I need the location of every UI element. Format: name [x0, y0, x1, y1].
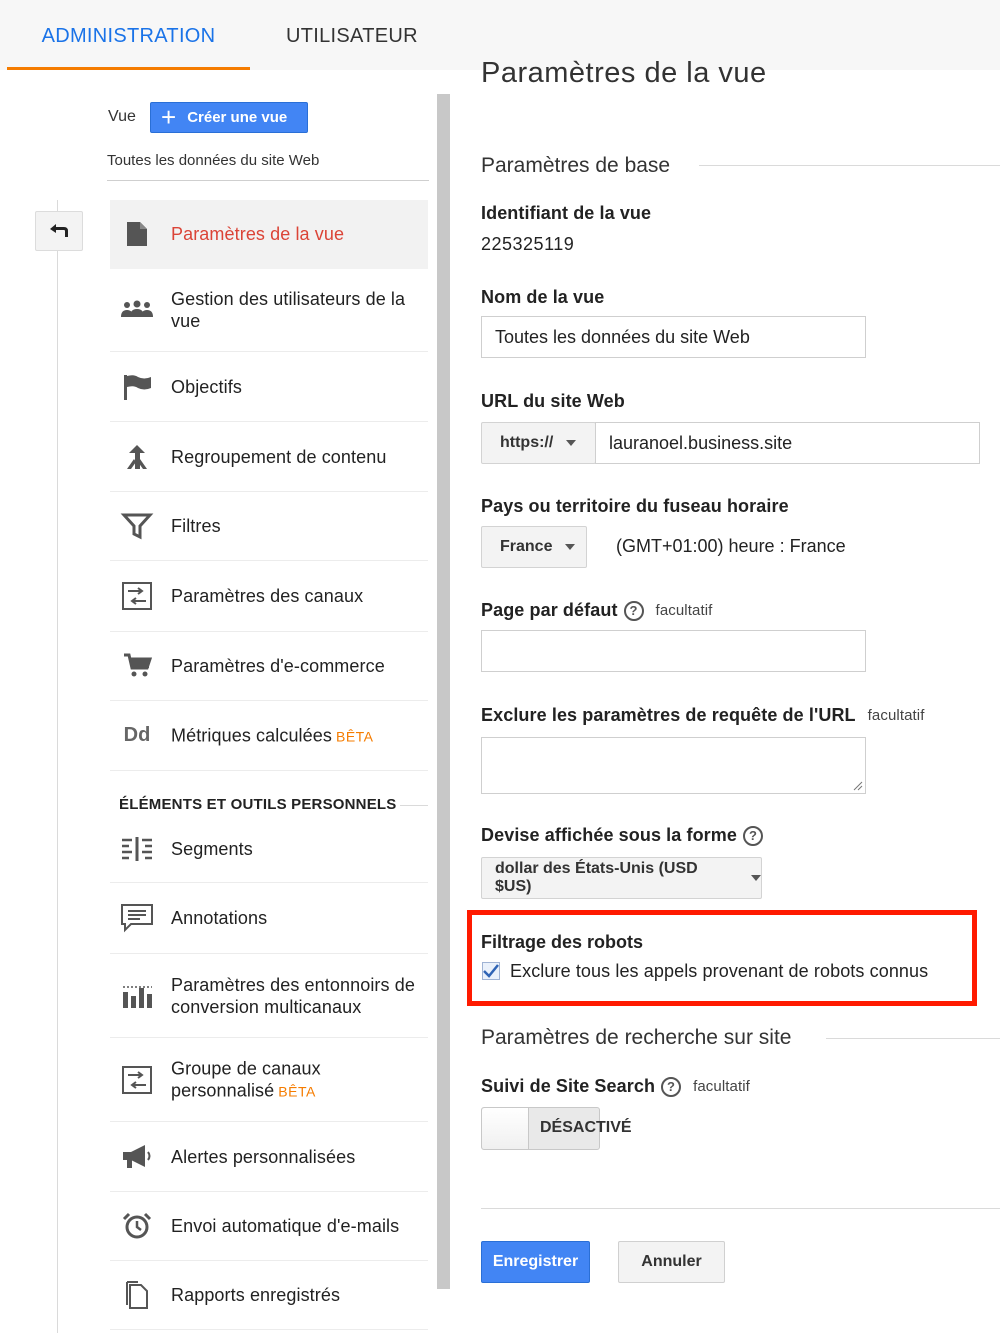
sidebar-item-label: Envoi automatique d'e-mails: [171, 1216, 400, 1236]
view-label: Vue: [108, 108, 136, 125]
sidebar-item-calculated-metrics[interactable]: [110, 701, 428, 771]
sidebar-item-label: Alertes personnalisées: [171, 1146, 356, 1167]
sidebar-item-text: Groupe de canaux personnalisé: [171, 1058, 321, 1100]
help-icon[interactable]: ?: [661, 1077, 681, 1097]
sidebar-item-text: Métriques calculées: [171, 725, 332, 745]
website-url-input[interactable]: lauranoel.business.site: [595, 422, 980, 464]
sidebar-item-label: Paramètres des canaux: [171, 586, 364, 606]
sidebar-item-label: Segments: [171, 838, 253, 859]
bot-filter-checkbox[interactable]: [482, 962, 500, 980]
admin-sidebar: [0, 70, 452, 1333]
view-name-input[interactable]: Toutes les données du site Web: [481, 316, 866, 358]
sidebar-item-goals[interactable]: [110, 352, 428, 422]
beta-badge: BÊTA: [335, 728, 374, 744]
sidebar-item-content-grouping[interactable]: [110, 422, 428, 492]
sidebar-item-label: Filtres: [171, 516, 221, 536]
sidebar-item-label: Paramètres des entonnoirs de conversion multicanaux: [171, 974, 415, 1017]
site-search-heading: Paramètres de recherche sur site: [481, 1026, 792, 1049]
site-search-label: [481, 1076, 750, 1097]
timezone-label: Pays ou territoire du fuseau horaire: [481, 496, 789, 516]
section-title-text: ÉLÉMENTS ET OUTILS PERSONNELS: [119, 796, 397, 813]
annotations-icon: [120, 903, 154, 933]
sidebar-item-view-settings[interactable]: [110, 200, 428, 269]
back-button[interactable]: [35, 211, 83, 251]
channel-settings-icon: [120, 581, 154, 611]
site-search-label-text: Suivi de Site Search: [481, 1076, 656, 1096]
optional-label: facultatif: [693, 1078, 750, 1095]
sidebar-nav: [110, 200, 428, 1330]
sidebar-item-ecommerce-settings[interactable]: [110, 632, 428, 701]
country-value: France: [500, 538, 553, 555]
bot-filter-label: Filtrage des robots: [481, 932, 644, 952]
help-icon[interactable]: ?: [743, 826, 763, 846]
sidebar-item-label: Objectifs: [171, 376, 242, 397]
view-id-value: 225325119: [481, 234, 575, 254]
users-icon: [120, 295, 154, 325]
country-dropdown[interactable]: [481, 526, 587, 568]
resize-grip-icon[interactable]: [853, 781, 863, 791]
currency-label: [481, 825, 763, 846]
section-divider: [699, 165, 1000, 166]
plus-icon: +: [161, 101, 177, 132]
default-page-label-text: Page par défaut: [481, 600, 618, 620]
save-button[interactable]: Enregistrer: [481, 1241, 590, 1283]
sidebar-item-label: Gestion des utilisateurs de la vue: [171, 289, 406, 331]
view-selector[interactable]: Toutes les données du site Web: [107, 152, 429, 181]
cancel-button[interactable]: Annuler: [618, 1241, 725, 1283]
flag-icon: [120, 372, 154, 402]
protocol-value: https://: [500, 434, 554, 451]
document-icon: [120, 219, 154, 249]
default-page-input[interactable]: [481, 630, 866, 672]
content-grouping-icon: [120, 442, 154, 472]
segments-icon: [120, 834, 154, 864]
sidebar-item-filters[interactable]: [110, 492, 428, 561]
website-url-label: URL du site Web: [481, 391, 625, 411]
create-view-button[interactable]: [150, 102, 308, 133]
sidebar-item-channel-settings[interactable]: [110, 561, 428, 632]
chevron-down-icon: [565, 544, 575, 550]
sidebar-item-custom-channel-group[interactable]: [110, 1038, 428, 1122]
page-title: [481, 57, 767, 104]
section-divider: [826, 1038, 1000, 1039]
checkmark-icon: [483, 964, 499, 978]
timezone-value: (GMT+01:00) heure : France: [616, 536, 846, 556]
protocol-dropdown[interactable]: [481, 422, 596, 464]
exclude-params-label: [481, 705, 925, 726]
megaphone-icon: [120, 1142, 154, 1172]
rail-line: [57, 200, 58, 1333]
sidebar-item-saved-reports[interactable]: [110, 1261, 428, 1330]
default-page-label: [481, 600, 712, 621]
help-icon[interactable]: ?: [624, 601, 644, 621]
funnel-chart-icon: [120, 981, 154, 1011]
bot-filter-highlight-box: [467, 910, 977, 1006]
sidebar-item-label: [171, 1057, 422, 1102]
beta-badge: BÊTA: [278, 1083, 316, 1099]
toggle-knob[interactable]: [482, 1108, 529, 1149]
basic-settings-heading: Paramètres de base: [481, 154, 671, 177]
tab-administration[interactable]: ADMINISTRATION: [7, 0, 250, 70]
site-search-toggle[interactable]: [481, 1107, 632, 1150]
create-view-label: Créer une vue: [187, 109, 288, 126]
bot-filter-checkbox-label[interactable]: Exclure tous les appels provenant de robots connus: [510, 961, 929, 981]
sidebar-scrollbar[interactable]: [437, 94, 450, 1289]
sidebar-item-label: Annotations: [171, 908, 268, 928]
currency-dropdown[interactable]: [481, 857, 762, 899]
sidebar-item-label: Rapports enregistrés: [171, 1285, 341, 1305]
currency-label-text: Devise affichée sous la forme: [481, 825, 738, 845]
sidebar-item-label: Paramètres d'e-commerce: [171, 656, 385, 676]
back-arrow-icon: [48, 223, 70, 239]
view-name-label: Nom de la vue: [481, 287, 605, 307]
sidebar-item-label: Paramètres de la vue: [171, 224, 345, 244]
cart-icon: [120, 651, 154, 681]
sidebar-item-segments[interactable]: [110, 815, 428, 883]
exclude-params-textarea[interactable]: [481, 737, 866, 794]
sidebar-item-custom-alerts[interactable]: [110, 1122, 428, 1192]
chevron-down-icon: [566, 440, 576, 446]
chevron-down-icon: [751, 875, 761, 881]
currency-value: dollar des États-Unis (USD $US): [495, 860, 698, 895]
toggle-state-label: DÉSACTIVÉ: [540, 1119, 632, 1136]
exclude-params-label-text: Exclure les paramètres de requête de l'URL: [481, 705, 856, 725]
channel-group-icon: [120, 1065, 154, 1095]
sidebar-item-label: [171, 724, 422, 747]
optional-label: facultatif: [655, 602, 713, 619]
personal-tools-section-title: [110, 771, 428, 815]
alarm-clock-icon: [120, 1211, 154, 1241]
calculated-metrics-icon: Dd: [123, 724, 151, 746]
filter-icon: [120, 511, 154, 541]
sidebar-item-user-management[interactable]: [110, 269, 428, 352]
optional-label: facultatif: [867, 707, 925, 724]
saved-reports-icon: [120, 1280, 154, 1310]
sidebar-item-multichannel-funnels[interactable]: [110, 954, 428, 1038]
view-id-label: Identifiant de la vue: [481, 203, 652, 223]
sidebar-item-label: Regroupement de contenu: [171, 446, 387, 467]
sidebar-item-annotations[interactable]: [110, 883, 428, 954]
tab-utilisateur[interactable]: UTILISATEUR: [286, 25, 418, 47]
form-footer-divider: [481, 1208, 1000, 1209]
page-title-text: Paramètres de la vue: [481, 57, 767, 89]
sidebar-item-scheduled-emails[interactable]: [110, 1192, 428, 1261]
view-settings-form: [452, 57, 1000, 1333]
